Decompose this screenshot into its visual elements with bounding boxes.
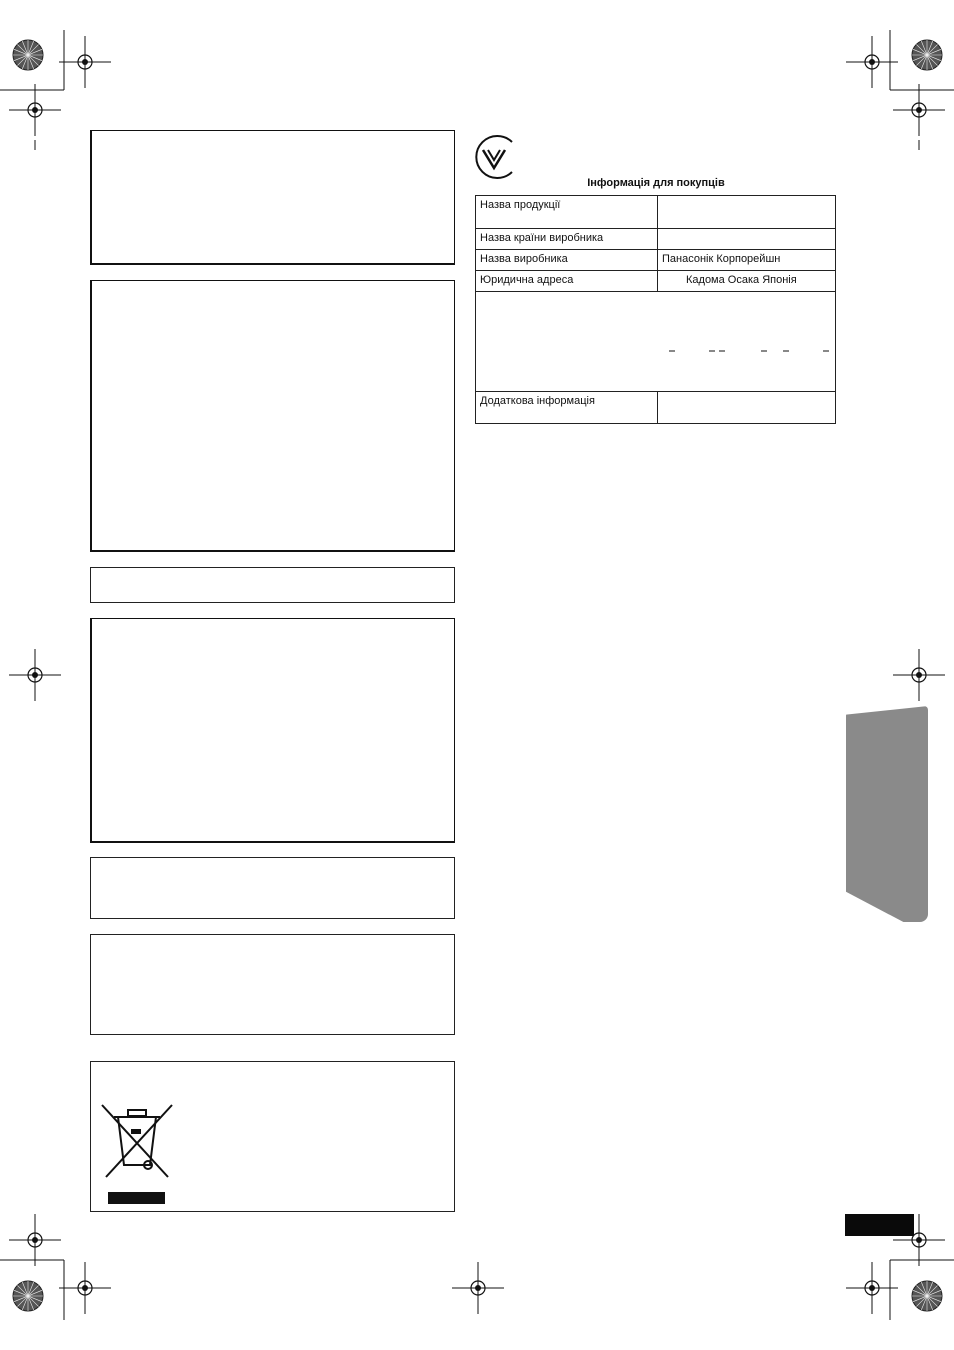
ukrainian-conformity-mark-icon	[472, 134, 516, 180]
dash-marks	[665, 345, 835, 355]
notice-box-2	[90, 280, 455, 552]
table-row	[476, 196, 836, 229]
notice-box-4	[90, 618, 455, 843]
page-number-tab	[845, 1214, 914, 1236]
notice-box-5	[90, 857, 455, 919]
manufacturer-value: Панасонік Корпорейшн	[658, 250, 836, 271]
table-row	[476, 392, 836, 424]
section-tab	[846, 706, 928, 922]
legal-address-label: Юридична адреса	[476, 271, 658, 292]
purchaser-info-table	[475, 195, 836, 424]
importer-cell	[476, 292, 836, 392]
table-row	[476, 229, 836, 250]
country-label: Назва країни виробника	[476, 229, 658, 250]
additional-info-value	[658, 392, 836, 424]
notice-box-3	[90, 567, 455, 603]
manufacturer-label: Назва виробника	[476, 250, 658, 271]
notice-box-6	[90, 934, 455, 1035]
product-name-value	[658, 196, 836, 229]
crossed-out-wheelie-bin-icon	[98, 1103, 176, 1183]
purchaser-info-title: Інформація для покупців	[587, 177, 725, 189]
table-row	[476, 292, 836, 392]
table-row	[476, 271, 836, 292]
notice-box-1	[90, 130, 455, 265]
legal-address-value: Кадома Осака Японія	[658, 271, 836, 292]
product-name-label: Назва продукції	[476, 196, 658, 229]
weee-date-bar	[108, 1192, 165, 1204]
country-value	[658, 229, 836, 250]
additional-info-label: Додаткова інформація	[476, 392, 658, 424]
table-row	[476, 250, 836, 271]
